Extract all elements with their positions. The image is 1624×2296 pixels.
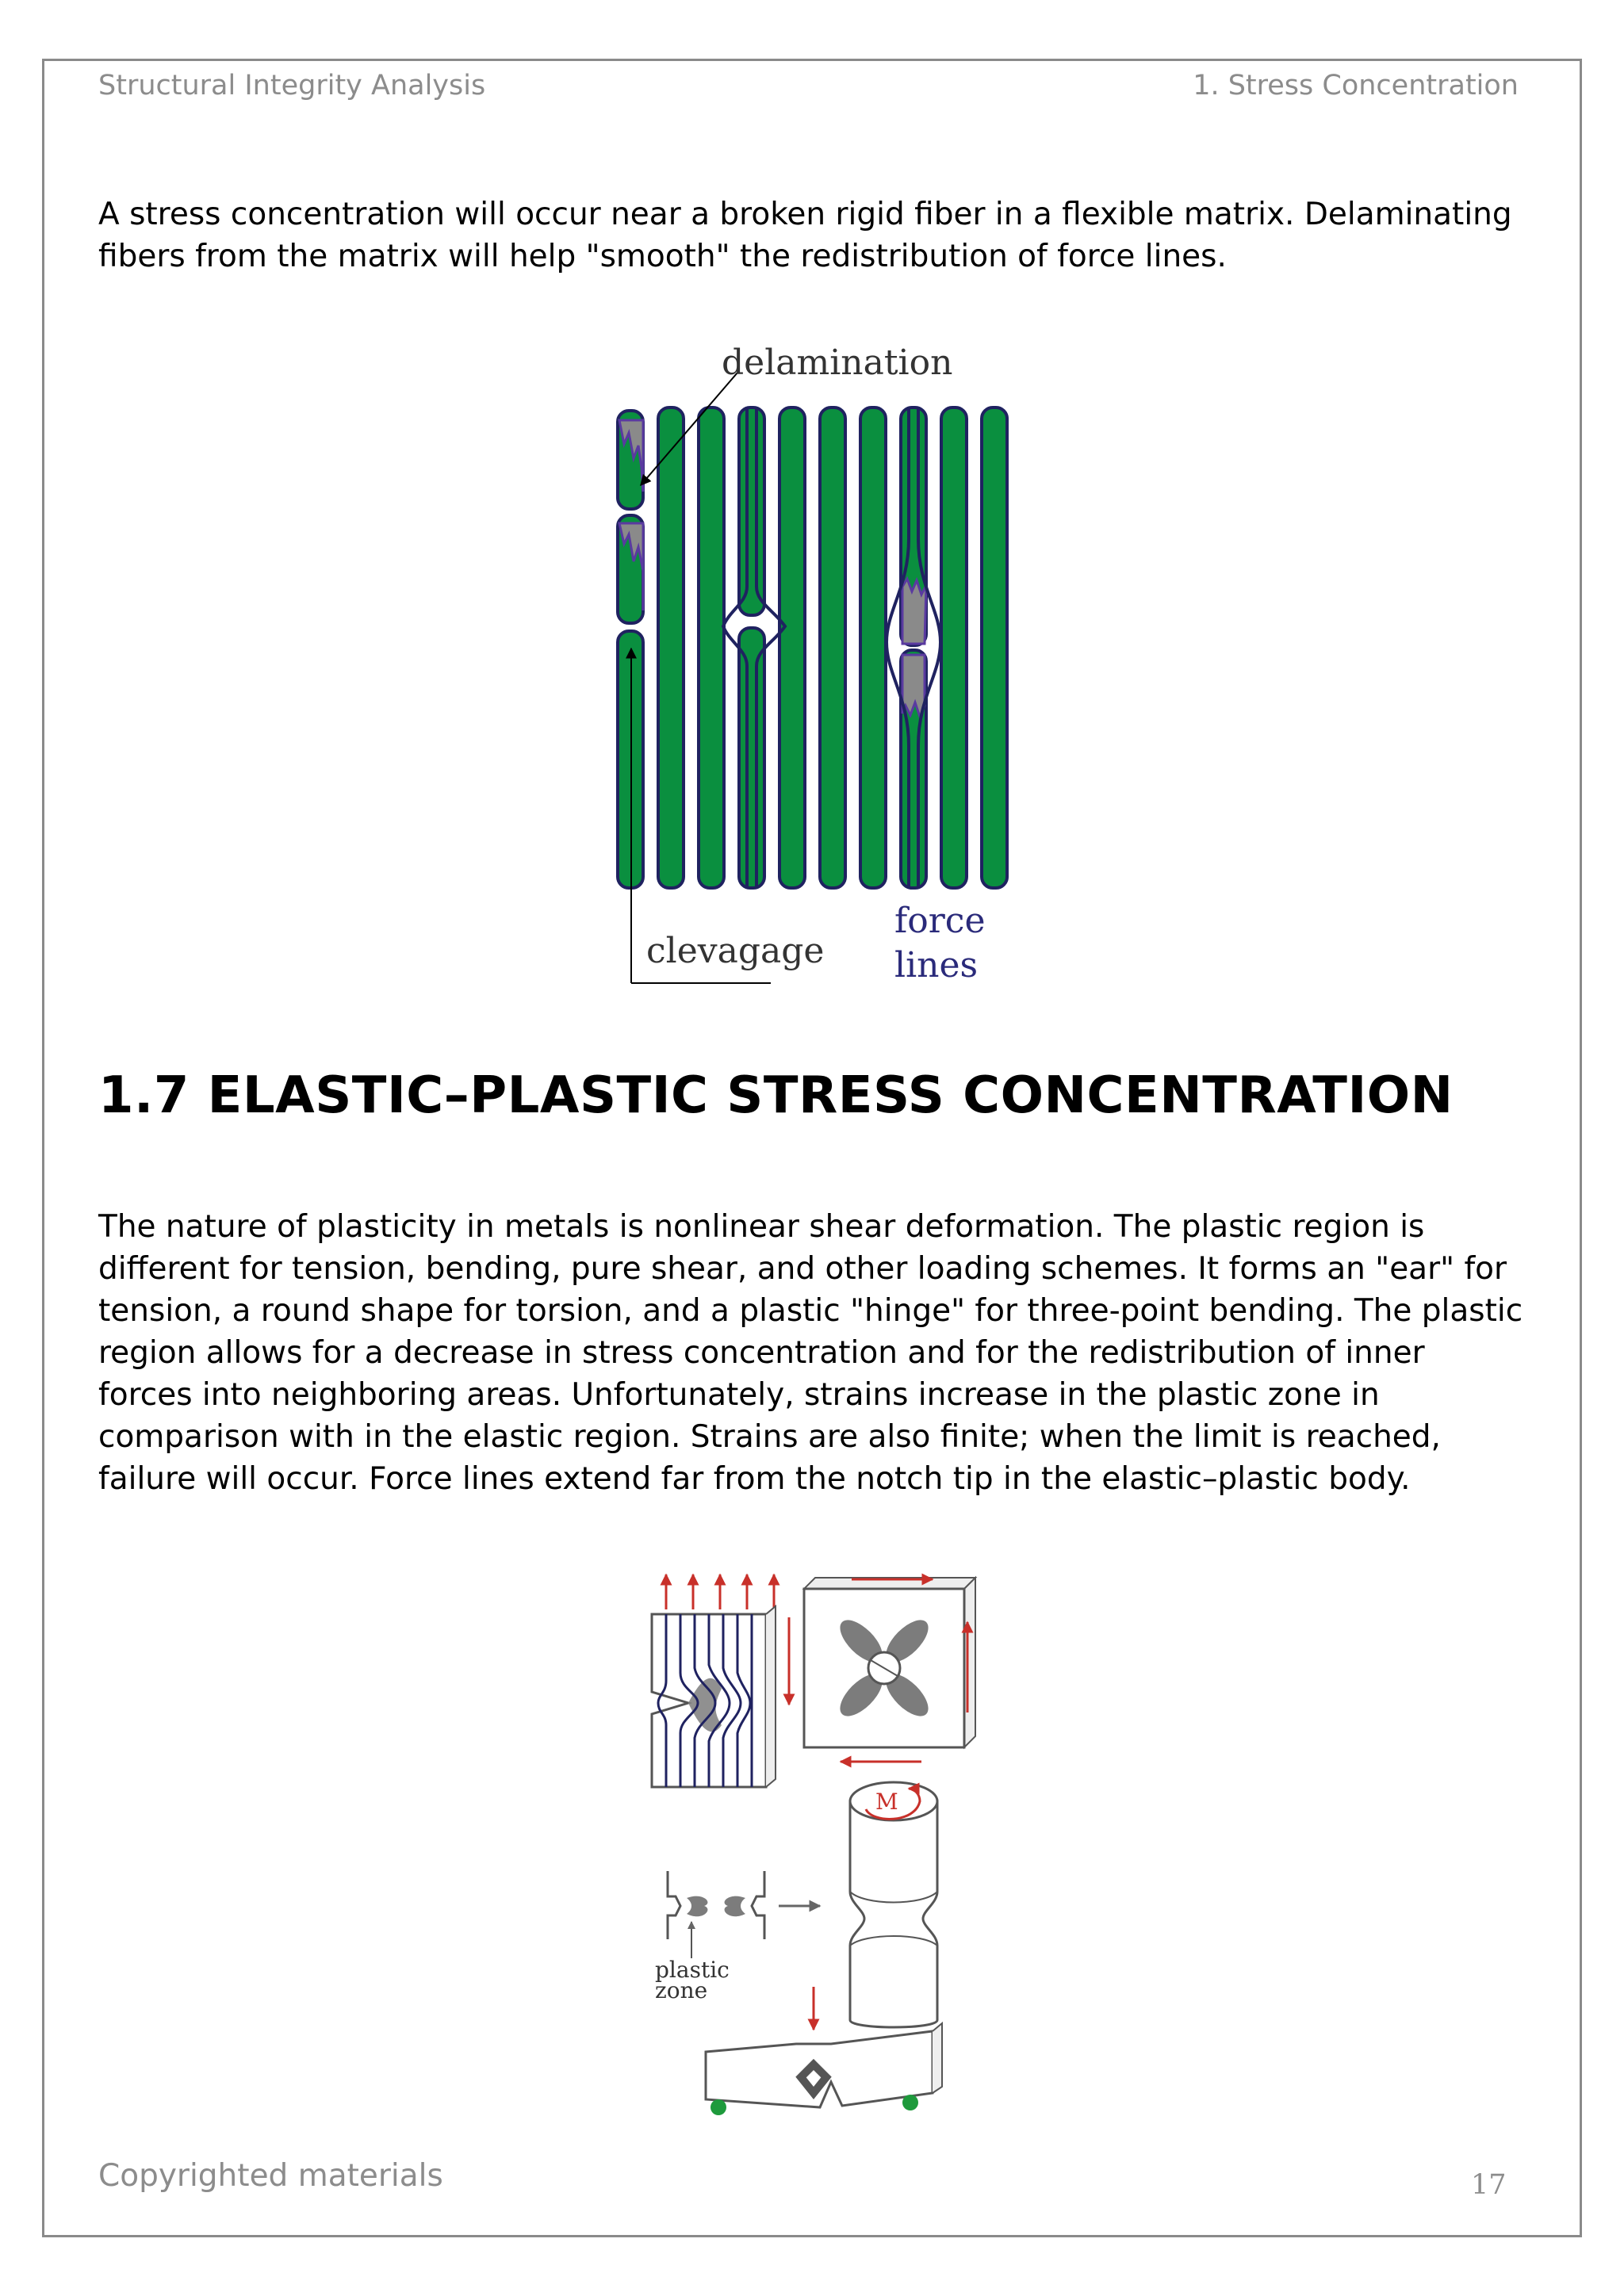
plastic-zone-loading-schemes-figure — [634, 1554, 999, 2125]
fiber — [779, 408, 805, 888]
label-lines: lines — [894, 945, 979, 985]
tension-specimen — [652, 1575, 776, 1787]
paragraph-elastic-plastic: The nature of plasticity in metals is nonlinear shear deformation. The plastic region is different for tension, bending, pure shear, and other loading schemes. It forms an "ear" for tension, a round shape for torsion, and a plastic "hinge" for three-point bending. The plastic region allows for a decrease in stress concentration and for the redistribution of inner forces into neighboring areas. Unfortunately, strains increase in the plastic zone in comparison with in the elastic region. Strains are also finite; when the limit is reached, failure will occur. Force lines extend far from the notch tip in the elastic–plastic body. — [98, 1209, 1523, 1497]
label-plastic: plastic — [655, 1957, 730, 1983]
label-delamination: delamination — [722, 342, 953, 383]
fiber-delamination-figure — [603, 333, 1031, 999]
running-header-title: Structural Integrity Analysis — [98, 70, 486, 101]
fiber — [699, 408, 724, 888]
fibers — [618, 408, 1007, 888]
paragraph-stress-concentration-fiber: A stress concentration will occur near a broken rigid fiber in a flexible matrix. Delaminating fibers from the matrix will help "smooth" the redistribution of force lines. — [98, 197, 1512, 274]
fiber — [860, 408, 886, 888]
running-header-chapter: 1. Stress Concentration — [1193, 70, 1519, 101]
torsion-specimen — [850, 1782, 937, 2027]
fiber-segment-bottom — [739, 628, 764, 888]
label-moment: M — [875, 1789, 898, 1815]
label-force: force — [894, 901, 986, 941]
section-heading: 1.7 ELASTIC–PLASTIC STRESS CONCENTRATION — [98, 1066, 1454, 1125]
page-number: 17 — [1471, 2169, 1507, 2201]
fiber — [658, 408, 684, 888]
label-zone: zone — [655, 1977, 708, 2003]
label-clevagage: clevagage — [646, 931, 825, 971]
fracture-surface — [902, 655, 925, 717]
footer-copyright: Copyrighted materials — [98, 2158, 443, 2194]
plastic-zone-detail — [655, 1871, 820, 2003]
fiber-segment-top — [739, 408, 764, 615]
shear-specimen — [789, 1578, 975, 1762]
fiber — [982, 408, 1007, 888]
fiber — [941, 408, 967, 888]
fiber — [820, 408, 845, 888]
